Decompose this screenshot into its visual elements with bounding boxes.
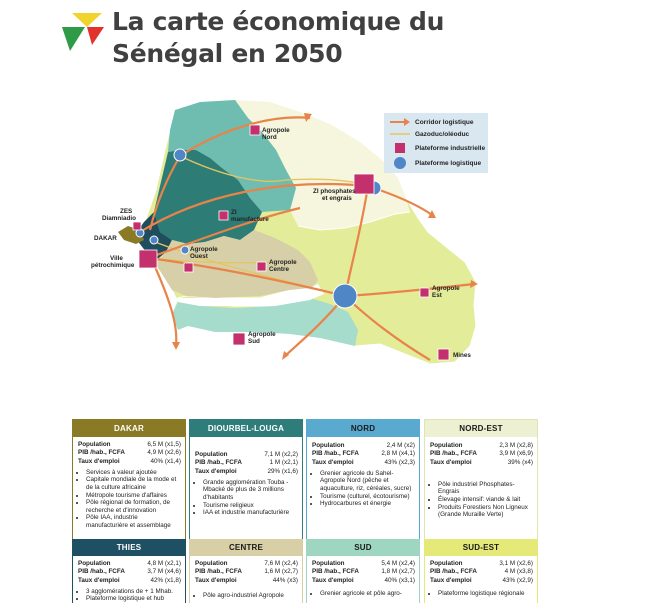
label-dakar: DAKAR [94,235,117,242]
label-mines: Mines [453,352,471,359]
label-zes-diamniadio: ZES Diamniadio [102,208,136,222]
industrial-agropole-ouest [184,263,193,272]
title-line-1: La carte économique du [112,7,445,36]
label-ville-petrochimique: Ville pétrochimique [91,255,135,269]
region-card-nord-est: NORD-EST Population 2,3 M (x2,8) PIB /hab., FCFA 3,9 M (x6,9) Taux d'emploi 39% (x4) • Pôle industriel Phosphates-Engrais • Élevage intensif: viande & lait • Produits Forestiers Non Ligneux (Grande Muraille Verte) [424,419,538,543]
pipeline-line-icon [389,129,411,139]
industrial-agropole-centre [257,262,266,271]
region-card-nord: NORD Population 2,4 M (x2) PIB /hab., FCFA 2,8 M (x4,1) Taux d'emploi 43% (x2,3) • Grenier agricole du Sahel-Agropole Nord (pêche et aquaculture, riz, céréales, sucre) • Tourisme (culturel, écotourisme) • Hydrocarbures et énergie [306,419,420,543]
region-card-diourbel-louga: DIOURBEL-LOUGA Population 7,1 M (x2,2) PIB /hab., FCFA 1 M (x2,1) Taux d'emploi 29% (x1,6) • Grande agglomération Touba - Mbacké de plus de 3 millions d'habitants • Tourisme religieux • IAA et industrie manufacturière [189,419,303,543]
title-line-2: Sénégal en 2050 [112,39,343,68]
logistics-platform-nord [174,149,186,161]
logistics-platform-ouest [181,246,189,254]
legend-pipeline-label: Gazoduc/oléoduc [415,130,470,138]
region-card-header: DIOURBEL-LOUGA [190,420,302,437]
label-zi-phosphates: ZI phosphates et engrais [313,188,356,202]
legend-pipeline [389,128,469,140]
region-bullets: • Grande agglomération Touba - Mbacké de plus de 3 millions d'habitants • Tourisme religieux • IAA et industrie manufacturière [190,479,302,517]
industrial-agropole-sud [233,333,245,345]
legend-logistics [389,157,481,169]
region-bullets: • Services à valeur ajoutée • Capitale mondiale de la mode et de la culture africaine • Métropole tourisme d'affaires • Pôle régional de formation, de recherche et d'innovation • Pôle IAA, industrie manufacturière et assemblage [73,469,185,530]
legend-corridor [389,116,474,128]
region-card-header: SUD-EST [425,539,537,556]
label-agropole-centre: Agropole Centre [269,259,297,273]
region-bullets: • Plateforme logistique régionale [425,590,537,598]
industrial-ville-petrochimique [139,250,157,268]
industrial-zi-phosphates [354,174,374,194]
industrial-mines [438,349,449,360]
industrial-zi-manufacture [219,211,228,220]
label-zi-manufacture: ZI manufacture [231,209,269,223]
region-card-header: SUD [307,539,419,556]
industrial-agropole-nord [250,125,260,135]
label-agropole-est: Agropole Est [432,285,460,299]
region-bullets: • Grenier agricole du Sahel-Agropole Nord (pêche et aquaculture, riz, céréales, sucre) • Tourisme (culturel, écotourisme) • Hydrocarbures et énergie [307,470,419,508]
legend-industrial [389,142,485,154]
industrial-agropole-est [420,288,429,297]
region-card-centre: CENTRE Population 7,6 M (x2,4) PIB /hab., FCFA 1,6 M (x2,7) Taux d'emploi 44% (x3) • Pôle agro-industriel Agropole [189,539,303,603]
logistics-platform-west [150,236,158,244]
legend-logistics-label: Plateforme logistique [415,159,482,167]
region-bullets: • Grenier agricole et pôle agro- [307,590,419,598]
region-card-header: CENTRE [190,539,302,556]
label-agropole-sud: Agropole Sud [248,331,276,345]
region-card-header: NORD [307,420,419,437]
region-card-dakar: DAKAR Population 6,5 M (x1,5) PIB /hab., FCFA 4,9 M (x2,6) Taux d'emploi 40% (x1,4) • Services à valeur ajoutée • Capitale mondiale de la mode et de la culture africaine • Métropole tourisme d'affaires • Pôle régional de formation, de recherche et d'innovation • Pôle IAA, industrie manufacturière et assemblage [72,419,186,543]
region-card-thies: THIES Population 4,8 M (x2,1) PIB /hab., FCFA 3,7 M (x4,6) Taux d'emploi 42% (x1,8) • 3 agglomérations de + 1 Mhab. • Plateforme logistique et hub [72,539,186,603]
region-card-header: THIES [73,539,185,556]
map-legend [384,113,488,173]
region-bullets: • Pôle industriel Phosphates-Engrais • Élevage intensif: viande & lait • Produits Forestiers Non Ligneux (Grande Muraille Verte) [425,481,537,519]
region-bullets: • Pôle agro-industriel Agropole [190,592,302,600]
region-card-sud: SUD Population 5,4 M (x2,4) PIB /hab., FCFA 1,8 M (x2,7) Taux d'emploi 40% (x3,1) • Grenier agricole et pôle agro- [306,539,420,603]
corridor-arrow-icon [389,117,411,127]
logistics-circle-icon [389,157,411,169]
industrial-square-icon [389,143,411,153]
logistics-platform-center [333,284,357,308]
legend-corridor-label: Corridor logistique [415,118,474,126]
industrial-zes [133,222,141,230]
legend-industrial-label: Plateforme industrielle [415,144,486,152]
label-agropole-ouest: Agropole Ouest [190,246,218,260]
region-card-header: DAKAR [73,420,185,437]
region-bullets: • 3 agglomérations de + 1 Mhab. • Plateforme logistique et hub [73,588,185,603]
region-card-sud-est: SUD-EST Population 3,1 M (x2,6) PIB /hab., FCFA 4 M (x3,8) Taux d'emploi 43% (x2,9) • Plateforme logistique régionale [424,539,538,603]
label-agropole-nord: Agropole Nord [262,127,290,141]
region-card-header: NORD-EST [425,420,537,437]
